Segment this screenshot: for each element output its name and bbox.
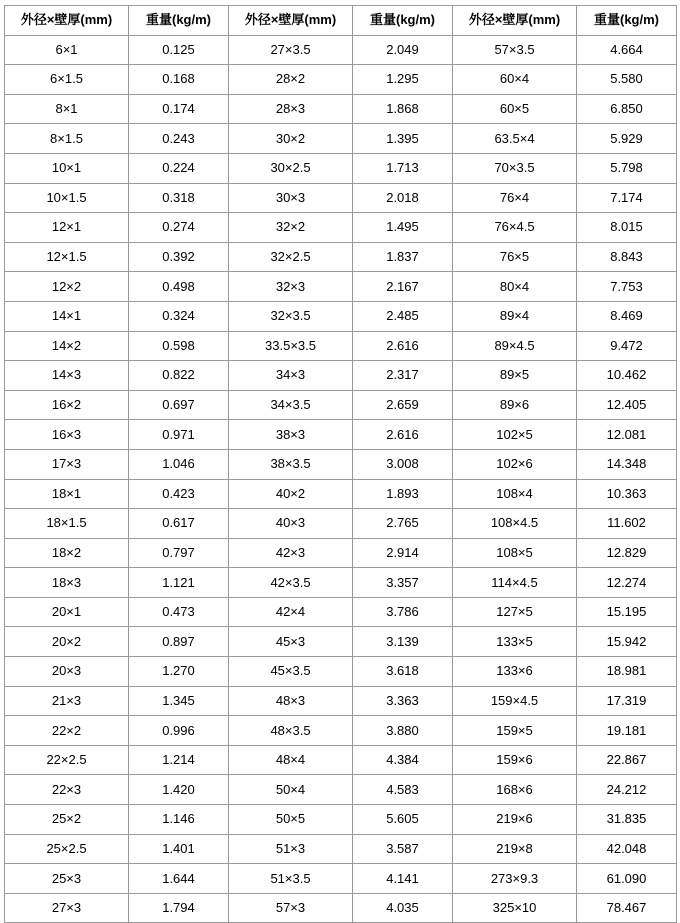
cell-weight: 0.697 [129, 390, 229, 420]
table-row [5, 242, 677, 272]
cell-spec: 21×3 [5, 686, 129, 716]
cell-weight: 1.713 [353, 153, 453, 183]
cell-spec: 22×3 [5, 775, 129, 805]
table-body [5, 35, 677, 923]
cell-spec: 76×5 [453, 242, 577, 272]
cell-weight: 6.850 [577, 94, 677, 124]
cell-spec: 27×3 [5, 893, 129, 923]
cell-spec: 20×3 [5, 657, 129, 687]
cell-weight: 0.598 [129, 331, 229, 361]
cell-weight: 1.893 [353, 479, 453, 509]
cell-weight: 4.664 [577, 35, 677, 65]
cell-spec: 30×3 [229, 183, 353, 213]
cell-spec: 50×4 [229, 775, 353, 805]
cell-weight: 2.659 [353, 390, 453, 420]
cell-spec: 219×6 [453, 805, 577, 835]
cell-spec: 38×3 [229, 420, 353, 450]
cell-weight: 3.357 [353, 568, 453, 598]
cell-spec: 60×5 [453, 94, 577, 124]
cell-weight: 61.090 [577, 864, 677, 894]
cell-spec: 127×5 [453, 597, 577, 627]
cell-spec: 89×4.5 [453, 331, 577, 361]
cell-weight: 4.141 [353, 864, 453, 894]
cell-spec: 70×3.5 [453, 153, 577, 183]
cell-weight: 1.420 [129, 775, 229, 805]
cell-spec: 27×3.5 [229, 35, 353, 65]
table-row [5, 568, 677, 598]
table-row [5, 65, 677, 95]
cell-weight: 3.880 [353, 716, 453, 746]
cell-spec: 51×3 [229, 834, 353, 864]
table-row [5, 153, 677, 183]
cell-weight: 0.168 [129, 65, 229, 95]
cell-weight: 11.602 [577, 509, 677, 539]
cell-spec: 34×3 [229, 361, 353, 391]
table-row [5, 183, 677, 213]
cell-weight: 0.274 [129, 213, 229, 243]
table-row [5, 361, 677, 391]
cell-spec: 108×4 [453, 479, 577, 509]
cell-spec: 6×1 [5, 35, 129, 65]
cell-weight: 0.125 [129, 35, 229, 65]
cell-weight: 12.081 [577, 420, 677, 450]
cell-weight: 8.015 [577, 213, 677, 243]
table-row [5, 686, 677, 716]
cell-spec: 28×3 [229, 94, 353, 124]
cell-weight: 1.345 [129, 686, 229, 716]
cell-weight: 24.212 [577, 775, 677, 805]
cell-spec: 18×3 [5, 568, 129, 598]
cell-weight: 10.363 [577, 479, 677, 509]
cell-weight: 1.395 [353, 124, 453, 154]
cell-weight: 42.048 [577, 834, 677, 864]
cell-spec: 89×6 [453, 390, 577, 420]
cell-spec: 6×1.5 [5, 65, 129, 95]
cell-weight: 1.401 [129, 834, 229, 864]
cell-spec: 16×3 [5, 420, 129, 450]
column-header-spec-3: 外径×壁厚(mm) [453, 6, 577, 36]
cell-spec: 10×1 [5, 153, 129, 183]
cell-spec: 102×5 [453, 420, 577, 450]
cell-spec: 30×2.5 [229, 153, 353, 183]
cell-spec: 159×4.5 [453, 686, 577, 716]
cell-weight: 22.867 [577, 745, 677, 775]
cell-weight: 3.587 [353, 834, 453, 864]
cell-weight: 10.462 [577, 361, 677, 391]
table-row [5, 272, 677, 302]
cell-weight: 0.971 [129, 420, 229, 450]
cell-weight: 1.644 [129, 864, 229, 894]
cell-weight: 15.942 [577, 627, 677, 657]
table-row [5, 775, 677, 805]
table-row [5, 449, 677, 479]
cell-weight: 1.837 [353, 242, 453, 272]
cell-spec: 48×3 [229, 686, 353, 716]
cell-spec: 159×6 [453, 745, 577, 775]
cell-spec: 50×5 [229, 805, 353, 835]
cell-weight: 78.467 [577, 893, 677, 923]
column-header-spec-1: 外径×壁厚(mm) [5, 6, 129, 36]
cell-spec: 33.5×3.5 [229, 331, 353, 361]
cell-weight: 1.046 [129, 449, 229, 479]
cell-spec: 12×1 [5, 213, 129, 243]
column-header-weight-1: 重量(kg/m) [129, 6, 229, 36]
table-row [5, 94, 677, 124]
cell-spec: 22×2 [5, 716, 129, 746]
cell-weight: 5.798 [577, 153, 677, 183]
table-row [5, 627, 677, 657]
cell-weight: 2.914 [353, 538, 453, 568]
table-header [5, 6, 677, 36]
cell-weight: 0.174 [129, 94, 229, 124]
cell-spec: 22×2.5 [5, 745, 129, 775]
cell-weight: 4.035 [353, 893, 453, 923]
cell-spec: 8×1.5 [5, 124, 129, 154]
cell-spec: 57×3 [229, 893, 353, 923]
cell-spec: 12×2 [5, 272, 129, 302]
cell-weight: 0.822 [129, 361, 229, 391]
cell-spec: 32×3.5 [229, 301, 353, 331]
cell-spec: 114×4.5 [453, 568, 577, 598]
cell-spec: 108×4.5 [453, 509, 577, 539]
cell-weight: 1.794 [129, 893, 229, 923]
cell-weight: 0.473 [129, 597, 229, 627]
cell-spec: 42×4 [229, 597, 353, 627]
column-header-weight-3: 重量(kg/m) [577, 6, 677, 36]
cell-weight: 1.868 [353, 94, 453, 124]
cell-weight: 2.317 [353, 361, 453, 391]
cell-weight: 0.617 [129, 509, 229, 539]
cell-weight: 0.423 [129, 479, 229, 509]
cell-weight: 2.167 [353, 272, 453, 302]
cell-weight: 3.008 [353, 449, 453, 479]
table-row [5, 509, 677, 539]
cell-spec: 45×3.5 [229, 657, 353, 687]
cell-spec: 48×3.5 [229, 716, 353, 746]
cell-weight: 2.485 [353, 301, 453, 331]
cell-spec: 60×4 [453, 65, 577, 95]
cell-weight: 1.270 [129, 657, 229, 687]
cell-spec: 42×3.5 [229, 568, 353, 598]
cell-weight: 1.495 [353, 213, 453, 243]
cell-spec: 10×1.5 [5, 183, 129, 213]
cell-spec: 51×3.5 [229, 864, 353, 894]
table-row [5, 864, 677, 894]
cell-spec: 14×2 [5, 331, 129, 361]
table-row [5, 331, 677, 361]
cell-weight: 1.295 [353, 65, 453, 95]
cell-spec: 325×10 [453, 893, 577, 923]
cell-spec: 168×6 [453, 775, 577, 805]
cell-weight: 18.981 [577, 657, 677, 687]
cell-spec: 102×6 [453, 449, 577, 479]
cell-spec: 38×3.5 [229, 449, 353, 479]
column-header-spec-2: 外径×壁厚(mm) [229, 6, 353, 36]
cell-weight: 9.472 [577, 331, 677, 361]
cell-weight: 17.319 [577, 686, 677, 716]
cell-spec: 133×6 [453, 657, 577, 687]
cell-weight: 4.384 [353, 745, 453, 775]
cell-weight: 0.392 [129, 242, 229, 272]
table-row [5, 597, 677, 627]
cell-weight: 5.580 [577, 65, 677, 95]
table-row [5, 893, 677, 923]
cell-weight: 12.405 [577, 390, 677, 420]
cell-spec: 89×5 [453, 361, 577, 391]
table-row [5, 213, 677, 243]
cell-spec: 25×2.5 [5, 834, 129, 864]
cell-weight: 2.049 [353, 35, 453, 65]
cell-spec: 32×2 [229, 213, 353, 243]
cell-spec: 17×3 [5, 449, 129, 479]
cell-weight: 0.996 [129, 716, 229, 746]
cell-spec: 30×2 [229, 124, 353, 154]
table-row [5, 35, 677, 65]
cell-spec: 57×3.5 [453, 35, 577, 65]
cell-spec: 12×1.5 [5, 242, 129, 272]
cell-spec: 20×2 [5, 627, 129, 657]
cell-weight: 3.363 [353, 686, 453, 716]
cell-weight: 0.897 [129, 627, 229, 657]
cell-weight: 0.224 [129, 153, 229, 183]
table-row [5, 390, 677, 420]
cell-spec: 14×1 [5, 301, 129, 331]
cell-spec: 25×3 [5, 864, 129, 894]
seamless-pipe-weight-table [4, 5, 677, 923]
cell-spec: 40×3 [229, 509, 353, 539]
cell-spec: 20×1 [5, 597, 129, 627]
table-row [5, 745, 677, 775]
table-header-row [5, 6, 677, 36]
table-row [5, 805, 677, 835]
cell-spec: 28×2 [229, 65, 353, 95]
cell-weight: 12.274 [577, 568, 677, 598]
cell-weight: 7.174 [577, 183, 677, 213]
table-row [5, 834, 677, 864]
cell-spec: 34×3.5 [229, 390, 353, 420]
cell-spec: 42×3 [229, 538, 353, 568]
cell-weight: 14.348 [577, 449, 677, 479]
cell-weight: 0.498 [129, 272, 229, 302]
cell-weight: 3.139 [353, 627, 453, 657]
cell-weight: 0.243 [129, 124, 229, 154]
cell-weight: 5.605 [353, 805, 453, 835]
cell-weight: 2.018 [353, 183, 453, 213]
cell-spec: 32×2.5 [229, 242, 353, 272]
table-row [5, 479, 677, 509]
cell-spec: 18×1 [5, 479, 129, 509]
cell-spec: 80×4 [453, 272, 577, 302]
cell-weight: 0.318 [129, 183, 229, 213]
cell-weight: 5.929 [577, 124, 677, 154]
cell-spec: 18×1.5 [5, 509, 129, 539]
table-row [5, 124, 677, 154]
cell-weight: 7.753 [577, 272, 677, 302]
cell-weight: 19.181 [577, 716, 677, 746]
cell-spec: 16×2 [5, 390, 129, 420]
cell-spec: 63.5×4 [453, 124, 577, 154]
cell-spec: 40×2 [229, 479, 353, 509]
table-row [5, 716, 677, 746]
cell-spec: 32×3 [229, 272, 353, 302]
cell-spec: 159×5 [453, 716, 577, 746]
cell-weight: 1.214 [129, 745, 229, 775]
column-header-weight-2: 重量(kg/m) [353, 6, 453, 36]
cell-weight: 8.843 [577, 242, 677, 272]
cell-weight: 3.786 [353, 597, 453, 627]
cell-weight: 3.618 [353, 657, 453, 687]
table-row [5, 420, 677, 450]
cell-spec: 18×2 [5, 538, 129, 568]
cell-spec: 48×4 [229, 745, 353, 775]
cell-spec: 45×3 [229, 627, 353, 657]
cell-weight: 31.835 [577, 805, 677, 835]
cell-weight: 8.469 [577, 301, 677, 331]
cell-weight: 2.616 [353, 420, 453, 450]
table-row [5, 301, 677, 331]
cell-weight: 15.195 [577, 597, 677, 627]
table-row [5, 538, 677, 568]
cell-weight: 1.146 [129, 805, 229, 835]
cell-spec: 14×3 [5, 361, 129, 391]
cell-spec: 219×8 [453, 834, 577, 864]
cell-spec: 89×4 [453, 301, 577, 331]
cell-spec: 273×9.3 [453, 864, 577, 894]
cell-spec: 76×4 [453, 183, 577, 213]
cell-spec: 108×5 [453, 538, 577, 568]
cell-weight: 4.583 [353, 775, 453, 805]
table-row [5, 657, 677, 687]
cell-spec: 133×5 [453, 627, 577, 657]
cell-weight: 12.829 [577, 538, 677, 568]
cell-spec: 25×2 [5, 805, 129, 835]
cell-weight: 0.797 [129, 538, 229, 568]
cell-weight: 0.324 [129, 301, 229, 331]
cell-weight: 2.616 [353, 331, 453, 361]
cell-weight: 2.765 [353, 509, 453, 539]
cell-weight: 1.121 [129, 568, 229, 598]
cell-spec: 8×1 [5, 94, 129, 124]
cell-spec: 76×4.5 [453, 213, 577, 243]
